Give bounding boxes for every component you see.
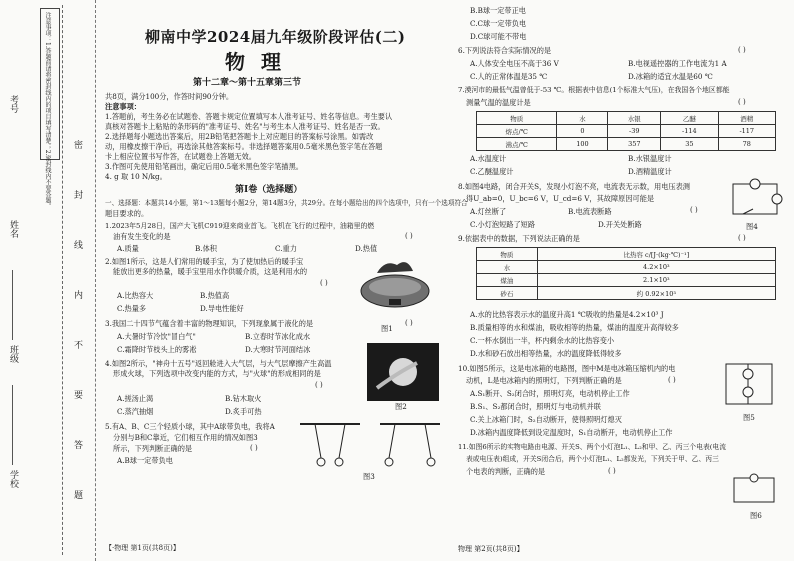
table-row xyxy=(477,287,776,300)
subject-title: 物理 xyxy=(225,50,297,74)
table-header: 水银 xyxy=(608,112,661,125)
question-text: 5.有A、B、C三个轻质小球，其中A球带负电，我将A xyxy=(105,422,275,431)
charged-balls-figure xyxy=(295,420,445,480)
option: A.灯丝断了 xyxy=(470,207,507,216)
option: B.电流表断路 xyxy=(568,207,612,216)
option: A.水的比热容表示水的温度升高1 ℃吸收的热量是4.2×10³ J xyxy=(470,310,664,319)
table-header: 物质 xyxy=(477,112,557,125)
table-row xyxy=(477,261,776,274)
notice-title: 注意事项： xyxy=(105,102,141,111)
right-column xyxy=(458,6,788,554)
seal-word: 密 xyxy=(72,140,82,149)
figure-caption: 图4 xyxy=(746,222,758,231)
option: A.水温度计 xyxy=(470,154,507,163)
class-label: 班级 xyxy=(8,345,18,363)
question-text: 3.我国二十四节气蕴含着丰富的物理知识，下列现象属于液化的是 xyxy=(105,319,314,328)
option: A.比热容大 xyxy=(117,291,154,300)
question-text: 4.如图2所示，"神舟十五号"返回舱进入大气层，与大气层摩擦产生高温 xyxy=(105,359,332,368)
question-text: 油有发生变化的是 xyxy=(113,232,171,241)
question-text: 9.依据表中的数据，下列说法正确的是 xyxy=(458,234,580,243)
question-text: 10.如图5所示，这是电冰箱的电路图，图中M是电冰箱压缩机内的电 xyxy=(458,364,676,373)
notice-line: 动，用橡皮擦干净后，再选涂其他答案标号。非选择题答案用0.5毫米黑色签字笔在答题 xyxy=(105,142,383,151)
option: A.大暑时节冷饮"冒白气" xyxy=(117,332,196,341)
table-cell: 78 xyxy=(718,138,775,151)
option: D.水和砂石放出相等热量，水的温度降低得较多 xyxy=(470,349,622,358)
section-title: 第Ⅰ卷（选择题） xyxy=(235,185,303,195)
option: B.水银温度计 xyxy=(628,154,672,163)
option: B.B球一定带正电 xyxy=(470,6,526,15)
table-cell: 沸点/℃ xyxy=(477,138,557,151)
option: C.关上冰箱门时，S₂自动断开，使得照明灯熄灭 xyxy=(470,415,622,424)
answer-paren: ( ) xyxy=(668,376,676,384)
answer-paren: ( ) xyxy=(405,319,413,327)
table-cell: 2.1×10³ xyxy=(537,274,775,287)
chapter-range: 第十二章～第十五章第三节 xyxy=(193,78,302,88)
binding-strip xyxy=(0,0,96,561)
figure-caption: 图6 xyxy=(750,511,762,520)
specific-heat-table xyxy=(476,247,776,300)
table-row xyxy=(477,138,776,151)
option: A.搓汤止渴 xyxy=(117,394,154,403)
question-text: 2.如图1所示，这是人们常用的暖手宝，为了使加热后的暖手宝 xyxy=(105,257,304,266)
option: A.人体安全电压不高于36 V xyxy=(470,59,559,68)
question-text: 形成火球，下列选项中改变内能的方式，与"火球"的形成相同的是 xyxy=(113,369,321,378)
question-text: 能放出更多的热量，暖手宝里用水作供暖介质，这是利用水的 xyxy=(113,267,308,276)
answer-paren: ( ) xyxy=(320,279,328,287)
question-text: 动机，L是电冰箱内的照明灯，下列判断正确的是 xyxy=(466,376,622,385)
answer-paren: ( ) xyxy=(608,467,616,475)
answer-paren: ( ) xyxy=(738,98,746,106)
binding-line xyxy=(62,5,63,555)
option: D.导电性能好 xyxy=(200,304,244,313)
seal-word: 题 xyxy=(72,490,82,499)
table-cell: 4.2×10³ xyxy=(537,261,775,274)
exam-meta: 共8页，满分100分，作答时间90分钟。 xyxy=(105,92,234,101)
reentry-capsule-figure xyxy=(367,343,439,401)
table-row xyxy=(477,125,776,138)
school-line xyxy=(12,385,13,465)
circuit-figure-6 xyxy=(728,472,783,512)
name-label: 姓名 xyxy=(8,220,18,238)
question-text: 6.下列说法符合实际情况的是 xyxy=(458,46,552,55)
table-header: 水 xyxy=(557,112,608,125)
page-footer-right: 物理 第2页(共8页)】 xyxy=(458,545,524,553)
table-row xyxy=(477,274,776,287)
notice-line: 4. g 取 10 N/kg。 xyxy=(105,172,167,181)
figure-caption: 图2 xyxy=(395,402,407,411)
temperature-table xyxy=(476,111,776,151)
option: C.C球一定带负电 xyxy=(470,19,527,28)
table-header: 比热容 c/[J·(kg·℃)⁻¹] xyxy=(537,248,775,261)
seal-word: 答 xyxy=(72,440,82,449)
notice-line: 3.作图可先使用铅笔画出，确定后用0.5毫米黑色签字笔描黑。 xyxy=(105,162,303,171)
table-cell: -39 xyxy=(608,125,661,138)
option: C.小灯泡短路了短路 xyxy=(470,220,536,229)
answer-paren: ( ) xyxy=(315,381,323,389)
seal-word: 不 xyxy=(72,340,82,349)
question-text: 7.漠河市的最低气温曾低于-53 ℃。根据表中信息(1个标准大气压)，在我国各个地区都能 xyxy=(458,86,730,94)
left-column xyxy=(105,28,468,553)
notice-line: 1.答题前，考生务必在试题卷、答题卡规定位置填写本人准考证号、姓名等信息。考生要认 xyxy=(105,112,393,121)
section-intro: 题目要求的。 xyxy=(105,209,149,218)
question-text: 表或电压表)组成，开关S闭合后，两个小灯泡L₁、L₂都发光，下列关于甲、乙、丙三 xyxy=(466,455,719,463)
option: A.B球一定带负电 xyxy=(117,456,173,465)
table-cell: 砂石 xyxy=(477,287,538,300)
seal-word: 内 xyxy=(72,290,82,299)
attention-text: 注意事项：1.答题前请将密封线内的项目填写清楚；2.密封线内不要答题。 xyxy=(44,12,51,210)
option: B.热值高 xyxy=(200,291,230,300)
exam-title: 柳南中学2024届九年级阶段评估(二) xyxy=(145,28,406,46)
page-footer-left: 【·物理 第1页(共8页)】 xyxy=(105,544,180,552)
table-cell: 煤油 xyxy=(477,274,538,287)
option: D.C球可能不带电 xyxy=(470,32,527,41)
option: C.人的正常体温是35 ℃ xyxy=(470,72,548,81)
option: D.炙手可热 xyxy=(225,407,262,416)
option: C.乙醚温度计 xyxy=(470,167,514,176)
question-text: 1.2023年5月28日，国产大飞机C919迎来商业首飞。飞机在飞行的过程中，油箱里的燃 xyxy=(105,222,375,230)
option: D.酒精温度计 xyxy=(628,167,672,176)
table-cell: 100 xyxy=(557,138,608,151)
figure-caption: 图5 xyxy=(743,413,755,422)
option: C.霜降时节枝头上的雾凇 xyxy=(117,345,197,354)
circuit-figure-4 xyxy=(728,176,783,226)
notice-line: 2.选择题每小题选出答案后，用2B铅笔把答题卡上对应题目的答案标号涂黑。如需改 xyxy=(105,132,374,141)
table-cell: 约 0.92×10³ xyxy=(537,287,775,300)
seal-word: 线 xyxy=(72,240,82,249)
table-cell: -114 xyxy=(661,125,718,138)
answer-paren: ( ) xyxy=(250,444,258,452)
table-header: 物质 xyxy=(477,248,538,261)
option: B.钻木取火 xyxy=(225,394,262,403)
answer-paren: ( ) xyxy=(405,232,413,240)
notice-line: 真核对答题卡上粘贴的条形码的"准考证号、姓名"与考生本人准考证号、姓名是否一致。 xyxy=(105,122,385,131)
answer-paren: ( ) xyxy=(690,206,698,214)
question-text: 得U_ab=0，U_bc=6 V，U_cd=6 V，其故障原因可能是 xyxy=(466,194,655,203)
school-label: 学校 xyxy=(8,470,18,488)
notice-line: 卡上相应位置书写作答，在试题卷上答题无效。 xyxy=(105,152,256,161)
table-cell: -117 xyxy=(718,125,775,138)
answer-paren: ( ) xyxy=(738,234,746,242)
option: B.质量相等的水和煤油，吸收相等的热量，煤油的温度升高得较多 xyxy=(470,323,679,332)
option: D.冰箱内温度降低到设定温度时，S₁自动断开，电动机停止工作 xyxy=(470,428,673,437)
option: D.开关处断路 xyxy=(598,220,642,229)
option: B.S₁、S₂都闭合时，照明灯与电动机并联 xyxy=(470,402,601,411)
table-cell: 0 xyxy=(557,125,608,138)
table-header: 酒精 xyxy=(718,112,775,125)
question-text: 11.如图6所示的实物电路由电源、开关S、两个小灯泡L₁、L₂和甲、乙、丙三个电表(电流 xyxy=(458,443,727,451)
question-text: 分别与B和C靠近，它们相互作用的情况如图3 xyxy=(113,433,258,442)
option: D.热值 xyxy=(355,244,378,253)
question-text: 8.如图4电路，闭合开关S，发现小灯泡不亮，电流表无示数，用电压表测 xyxy=(458,182,690,191)
option: D.冰箱的适宜水温是60 ℃ xyxy=(628,72,713,81)
figure-caption: 图1 xyxy=(381,324,393,333)
option: A.质量 xyxy=(117,244,139,253)
option: B.电视遥控器的工作电流为1 A xyxy=(628,59,727,68)
option: C.重力 xyxy=(275,244,297,253)
answer-paren: ( ) xyxy=(738,46,746,54)
class-line xyxy=(12,270,13,340)
table-cell: 熔点/℃ xyxy=(477,125,557,138)
question-text: 测量气温的温度计是 xyxy=(466,98,531,107)
table-cell: 35 xyxy=(661,138,718,151)
question-text: 个电表的判断，正确的是 xyxy=(466,467,546,476)
section-intro: 一、选择题：本题共14小题，第1～13题每小题2分，第14题3分，共29分。在每小题给出的四个选项中，只有一个选项符合 xyxy=(105,199,468,207)
hand-warmer-figure xyxy=(355,253,435,323)
option: B.立春时节冰化成水 xyxy=(245,332,311,341)
option: C.热量多 xyxy=(117,304,147,313)
option: C.一杯水倒出一半，杯内剩余水的比热容变小 xyxy=(470,336,615,345)
question-text: 所示，下列判断正确的是 xyxy=(113,444,193,453)
option: C.蒸汽抽烟 xyxy=(117,407,154,416)
option: D.大寒时节河面结冰 xyxy=(245,345,311,354)
seal-word: 封 xyxy=(72,190,82,199)
table-header: 乙醚 xyxy=(661,112,718,125)
fridge-circuit-figure xyxy=(720,358,780,413)
table-cell: 357 xyxy=(608,138,661,151)
option: A.S₁断开、S₂闭合时，照明灯亮，电动机停止工作 xyxy=(470,389,630,398)
exam-no-label: 考号 xyxy=(8,95,18,113)
option: B.体积 xyxy=(195,244,217,253)
figure-caption: 图3 xyxy=(363,472,375,481)
seal-word: 要 xyxy=(72,390,82,399)
table-cell: 水 xyxy=(477,261,538,274)
